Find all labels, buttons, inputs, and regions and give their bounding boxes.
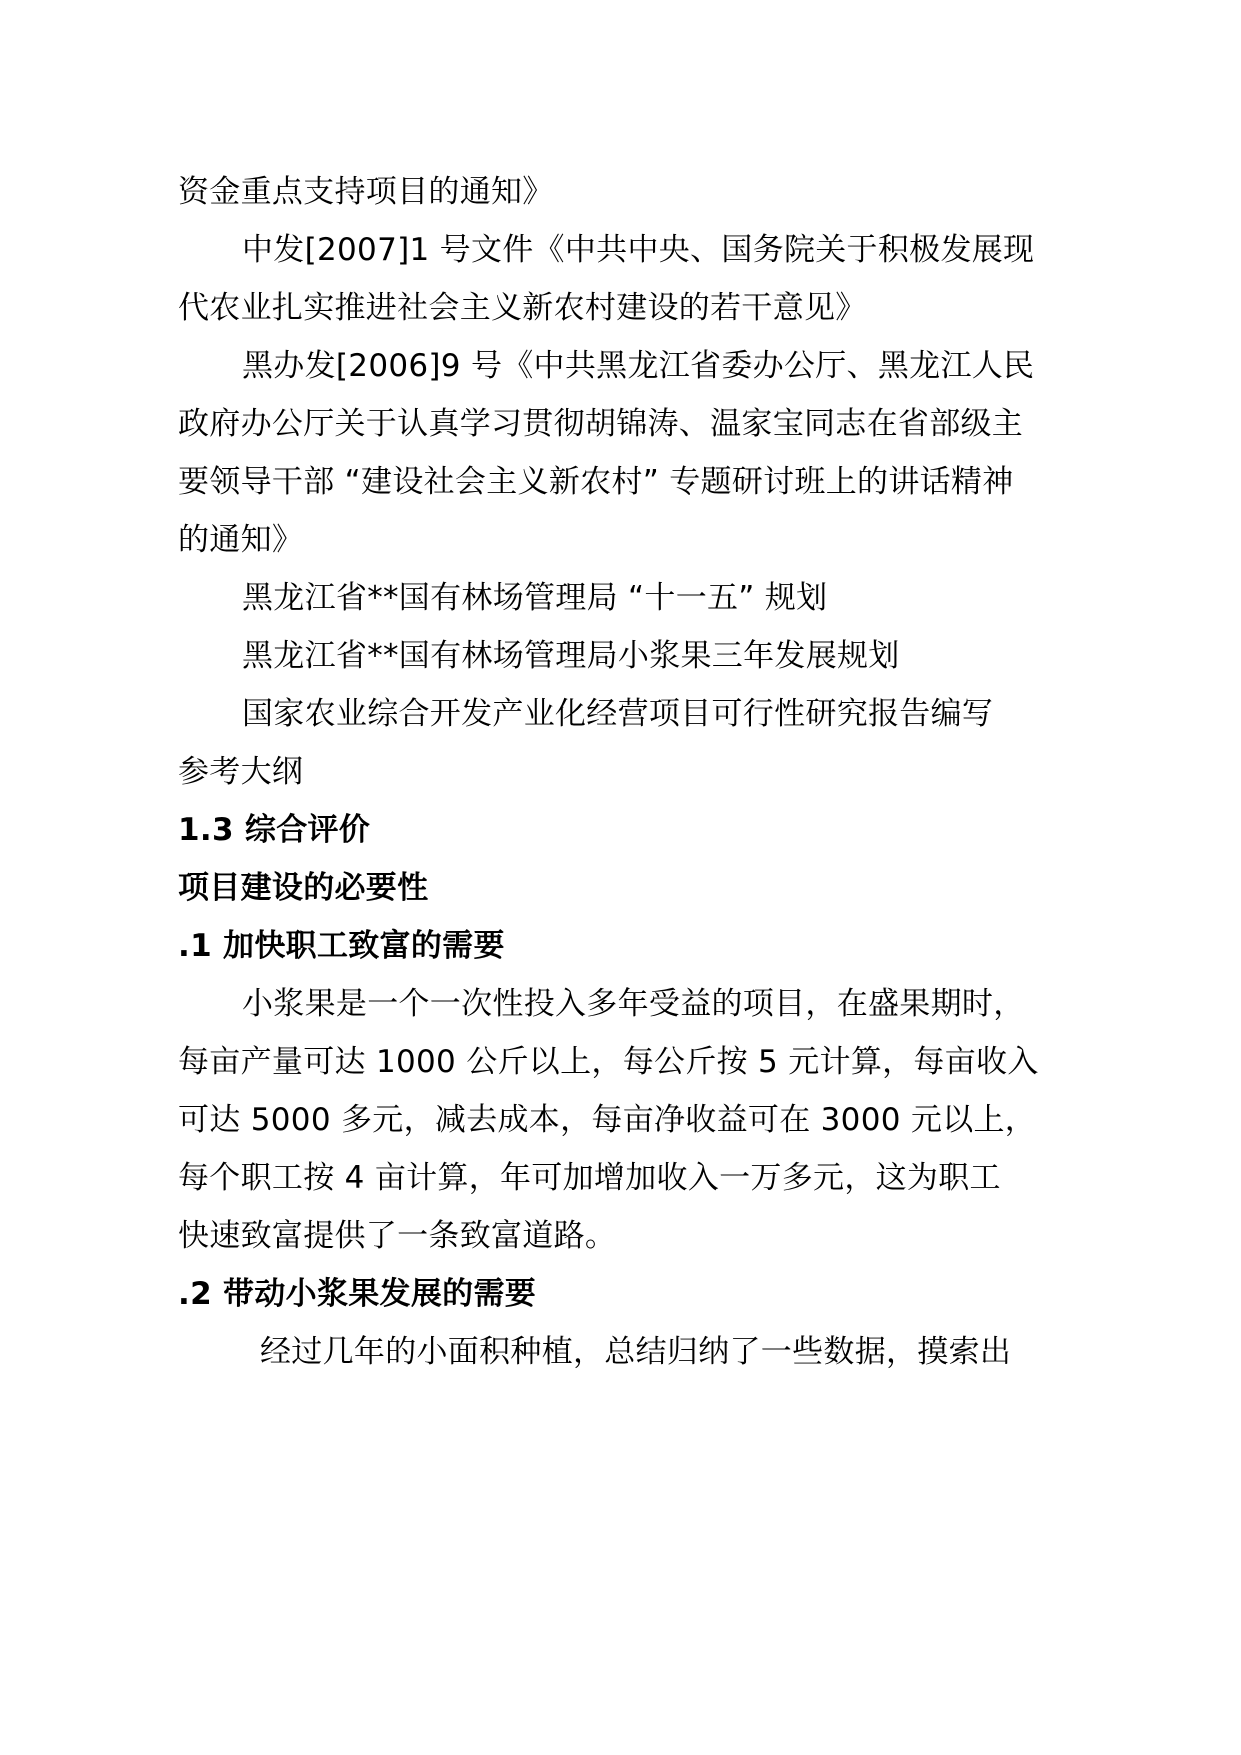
text-line: 中发[2007]1 号文件《中共中央、国务院关于积极发展现 xyxy=(242,232,1035,268)
text-line: 黑办发[2006]9 号《中共黑龙江省委办公厅、黑龙江人民 xyxy=(242,348,1035,384)
text-line: 经过几年的小面积种植，总结归纳了一些数据，摸索出 xyxy=(260,1334,1012,1370)
section-heading: 项目建设的必要性 xyxy=(178,870,429,906)
text-line: 每个职工按 4 亩计算，年可加增加收入一万多元，这为职工 xyxy=(178,1160,1001,1196)
text-line: 要领导干部 “建设社会主义新农村” 专题研讨班上的讲话精神 xyxy=(178,464,1014,500)
text-line: 黑龙江省**国有林场管理局 “十一五” 规划 xyxy=(242,580,828,616)
text-line: 小浆果是一个一次性投入多年受益的项目，在盛果期时， xyxy=(242,986,1025,1022)
section-heading: 1.3 综合评价 xyxy=(178,812,371,848)
text-line: 代农业扎实推进社会主义新农村建设的若干意见》 xyxy=(178,290,867,326)
section-heading: .1 加快职工致富的需要 xyxy=(178,928,505,964)
text-line: 的通知》 xyxy=(178,522,304,558)
text-line: 国家农业综合开发产业化经营项目可行性研究报告编写 xyxy=(242,696,994,732)
text-line: 黑龙江省**国有林场管理局小浆果三年发展规划 xyxy=(242,638,900,674)
text-line: 快速致富提供了一条致富道路。 xyxy=(178,1218,617,1254)
text-line: 每亩产量可达 1000 公斤以上，每公斤按 5 元计算，每亩收入 xyxy=(178,1044,1039,1080)
text-line: 资金重点支持项目的通知》 xyxy=(178,174,554,210)
section-heading: .2 带动小浆果发展的需要 xyxy=(178,1276,537,1312)
text-line: 参考大纲 xyxy=(178,754,304,790)
text-line: 可达 5000 多元，减去成本，每亩净收益可在 3000 元以上， xyxy=(178,1102,1037,1138)
text-line: 政府办公厅关于认真学习贯彻胡锦涛、温家宝同志在省部级主 xyxy=(178,406,1024,442)
